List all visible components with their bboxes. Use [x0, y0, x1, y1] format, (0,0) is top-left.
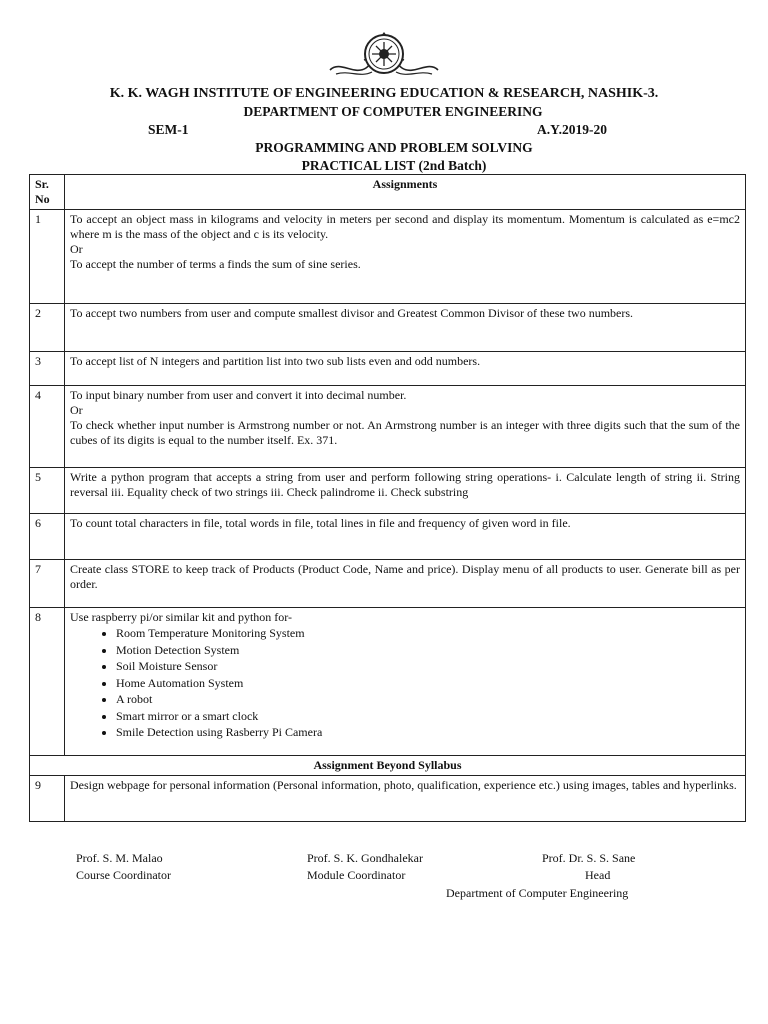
- signature-role: Module Coordinator: [307, 868, 406, 882]
- table-row: [30, 608, 746, 756]
- bullet-item: • Smile Detection using Rasberry Pi Camera: [116, 724, 740, 741]
- assignment-cell: [65, 776, 746, 822]
- assignment-text: To accept an object mass in kilograms and velocity in meters per second and display its momentum. Momentum is calculated as e=mc2 where m is the mass of the object and c is its velocity.: [70, 212, 740, 241]
- assignment-text: Design webpage for personal information (Personal information, photo, qualification, experience etc.) using images, tables and hyperlinks.: [70, 778, 737, 792]
- assignment-text: To accept the number of terms a finds the sum of sine series.: [70, 257, 361, 271]
- bullet-list: [70, 625, 740, 741]
- academic-year-label: A.Y.2019-20: [537, 122, 608, 137]
- table-header-row: [30, 175, 746, 210]
- department-name: DEPARTMENT OF COMPUTER ENGINEERING: [243, 104, 543, 119]
- sr-no-cell: 4: [30, 386, 65, 468]
- assignment-rows: [30, 210, 746, 756]
- practical-list-title: PRACTICAL LIST (2nd Batch): [301, 158, 487, 173]
- institute-logo-emblem: [326, 30, 442, 80]
- table-row: [30, 514, 746, 560]
- table-row: [30, 352, 746, 386]
- assignment-cell: [65, 304, 746, 352]
- sr-no-cell: 3: [30, 352, 65, 386]
- signature-head-department: Department of Computer Engineering: [446, 886, 629, 900]
- signature-head-role: Head: [585, 868, 611, 882]
- bullet-item: • Smart mirror or a smart clock: [116, 708, 740, 725]
- assignment-cell: [65, 514, 746, 560]
- signature-name: Prof. S. K. Gondhalekar: [307, 851, 423, 865]
- assignment-text: Write a python program that accepts a string from user and perform following string operations- i. Calculate length of string ii. String reversal iii. Equality check of two strings iii. Check palindrome ii. Check substring: [70, 470, 740, 499]
- assignment-text: To accept list of N integers and partition list into two sub lists even and odd numbers.: [70, 354, 481, 368]
- assignment-cell: [65, 608, 746, 756]
- sr-no-cell: 9: [30, 776, 65, 822]
- institute-name: K. K. WAGH INSTITUTE OF ENGINEERING EDUCATION & RESEARCH, NASHIK-3.: [109, 86, 659, 101]
- assignment-text: Use raspberry pi/or similar kit and python for-: [70, 610, 293, 624]
- assignment-text: Or: [70, 403, 83, 417]
- sr-no-column-header: Sr. No: [30, 175, 65, 210]
- semester-label: SEM-1: [148, 122, 189, 137]
- signature-course-coordinator: [76, 850, 171, 884]
- table-row: [30, 210, 746, 304]
- sr-no-cell: 2: [30, 304, 65, 352]
- bullet-item: • Motion Detection System: [116, 642, 740, 659]
- assignment-cell: [65, 352, 746, 386]
- assignment-text: To accept two numbers from user and compute smallest divisor and Greatest Common Divisor of these two numbers.: [70, 306, 634, 320]
- signature-module-coordinator: [307, 850, 423, 884]
- sr-no-cell: 5: [30, 468, 65, 514]
- subject-title: PROGRAMMING AND PROBLEM SOLVING: [255, 140, 533, 155]
- assignment-cell: [65, 560, 746, 608]
- assignment-text: Create class STORE to keep track of Products (Product Code, Name and price). Display menu of all products to user. Generate bill as per order.: [70, 562, 740, 591]
- assignment-text: To check whether input number is Armstrong number or not. An Armstrong number is an integer with three digits such that the sum of the cubes of its digits is equal to the number itself. Ex. 371.: [70, 418, 740, 447]
- signature-head-name: Prof. Dr. S. S. Sane: [542, 851, 636, 865]
- bullet-item: • Soil Moisture Sensor: [116, 658, 740, 675]
- sr-no-cell: 1: [30, 210, 65, 304]
- sr-no-cell: 7: [30, 560, 65, 608]
- assignment-text: Or: [70, 242, 83, 256]
- assignment-text: To count total characters in file, total words in file, total lines in file and frequency of given word in file.: [70, 516, 571, 530]
- beyond-syllabus-row: [30, 756, 746, 776]
- assignments-column-header: Assignments: [65, 175, 746, 210]
- table-row: [30, 468, 746, 514]
- table-row: [30, 560, 746, 608]
- assignment-text: To input binary number from user and convert it into decimal number.: [70, 388, 407, 402]
- table-row: [30, 386, 746, 468]
- sr-no-cell: 6: [30, 514, 65, 560]
- bullet-item: • Home Automation System: [116, 675, 740, 692]
- bullet-item: • A robot: [116, 691, 740, 708]
- beyond-syllabus-heading: Assignment Beyond Syllabus: [30, 756, 746, 776]
- beyond-syllabus-rows: [30, 776, 746, 822]
- assignment-cell: [65, 468, 746, 514]
- table-row: [30, 776, 746, 822]
- practical-list-table: [29, 174, 746, 822]
- assignment-cell: [65, 386, 746, 468]
- bullet-item: • Room Temperature Monitoring System: [116, 625, 740, 642]
- signature-role: Course Coordinator: [76, 868, 171, 882]
- sr-no-cell: 8: [30, 608, 65, 756]
- table-row: [30, 304, 746, 352]
- signature-name: Prof. S. M. Malao: [76, 851, 163, 865]
- assignment-cell: [65, 210, 746, 304]
